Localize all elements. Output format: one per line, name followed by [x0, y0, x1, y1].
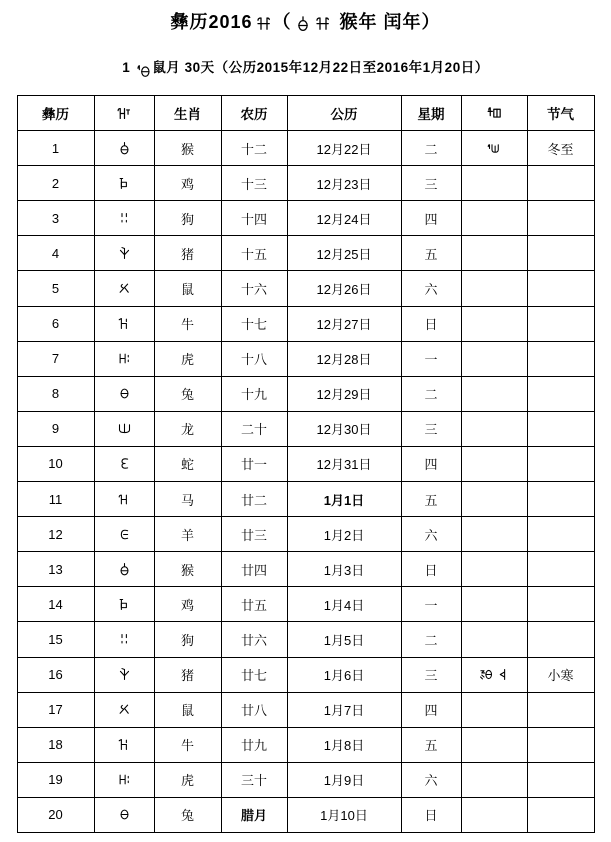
- cell-zodiac: 猴: [154, 131, 221, 166]
- table-row: [17, 376, 594, 411]
- cell-yi-day-number: 8: [17, 376, 94, 411]
- cell-weekday: 五: [401, 236, 461, 271]
- yi-monkey-glyph-icon: [117, 561, 132, 578]
- cell-yi-day-glyph: [94, 131, 154, 166]
- cell-yi-term-glyph: [461, 552, 527, 587]
- yi-dongzhi-glyph-icon: [487, 140, 502, 157]
- cell-lunar-date: 十八: [221, 341, 287, 376]
- cell-solar-term: [527, 201, 594, 236]
- cell-yi-day-number: 13: [17, 552, 94, 587]
- cell-zodiac: 兔: [154, 376, 221, 411]
- cell-gregorian-date: 12月22日: [287, 131, 401, 166]
- cell-solar-term: [527, 341, 594, 376]
- yi-rabbit-glyph-icon: [117, 806, 132, 823]
- cell-gregorian-date: 1月6日: [287, 657, 401, 692]
- yi-month-header-glyph-icon: [116, 104, 133, 123]
- cell-yi-term-glyph: [461, 657, 527, 692]
- cell-zodiac: 蛇: [154, 446, 221, 481]
- yi-year-glyph-icon: [313, 12, 331, 32]
- cell-yi-term-glyph: [461, 517, 527, 552]
- yi-monkey-glyph-icon: [117, 140, 132, 157]
- month-subtitle: [0, 56, 611, 80]
- yi-pig-glyph-icon: [117, 666, 132, 683]
- cell-lunar-date: 廿九: [221, 727, 287, 762]
- cell-solar-term: [527, 236, 594, 271]
- cell-gregorian-date: 1月9日: [287, 762, 401, 797]
- table-header-row: [17, 96, 594, 131]
- cell-yi-day-number: 3: [17, 201, 94, 236]
- yi-sheep-glyph-icon: [117, 526, 132, 543]
- cell-solar-term: [527, 446, 594, 481]
- cell-yi-term-glyph: [461, 131, 527, 166]
- cell-yi-day-glyph: [94, 762, 154, 797]
- cell-zodiac: 牛: [154, 306, 221, 341]
- cell-zodiac: 龙: [154, 411, 221, 446]
- cell-lunar-date: 二十: [221, 411, 287, 446]
- yi-monkey-glyph-icon: [294, 14, 312, 34]
- cell-lunar-date: 十九: [221, 376, 287, 411]
- cell-zodiac: 鸡: [154, 587, 221, 622]
- cell-weekday: 二: [401, 376, 461, 411]
- cell-gregorian-date: 1月10日: [287, 797, 401, 832]
- cell-zodiac: 狗: [154, 201, 221, 236]
- cell-lunar-date: 十七: [221, 306, 287, 341]
- cell-yi-day-glyph: [94, 657, 154, 692]
- cell-lunar-date: 腊月: [221, 797, 287, 832]
- cell-yi-term-glyph: [461, 376, 527, 411]
- cell-weekday: 日: [401, 552, 461, 587]
- cell-solar-term: [527, 306, 594, 341]
- subtitle-text: 鼠月 30天（公历2015年12月22日至2016年1月20日）: [152, 60, 489, 75]
- cell-gregorian-date: 1月8日: [287, 727, 401, 762]
- cell-gregorian-date: 12月23日: [287, 166, 401, 201]
- table-row: [17, 411, 594, 446]
- table-row: [17, 236, 594, 271]
- cell-zodiac: 猪: [154, 657, 221, 692]
- cell-yi-day-glyph: [94, 236, 154, 271]
- column-header-4: 公历: [287, 96, 401, 131]
- yi-day-header-glyph-icon: [486, 104, 503, 123]
- table-row: [17, 306, 594, 341]
- cell-gregorian-date: 12月27日: [287, 306, 401, 341]
- column-header-2: 生肖: [154, 96, 221, 131]
- cell-yi-day-glyph: [94, 482, 154, 517]
- cell-zodiac: 虎: [154, 341, 221, 376]
- cell-zodiac: 鸡: [154, 166, 221, 201]
- yi-monkey-glyph-icon: [293, 12, 311, 32]
- cell-lunar-date: 十六: [221, 271, 287, 306]
- cell-yi-day-number: 2: [17, 166, 94, 201]
- yi-rabbit-glyph-icon: [117, 385, 132, 402]
- yi-chicken-glyph-icon: [117, 596, 132, 613]
- cell-zodiac: 羊: [154, 517, 221, 552]
- cell-solar-term: 冬至: [527, 131, 594, 166]
- cell-solar-term: [527, 552, 594, 587]
- cell-yi-day-glyph: [94, 797, 154, 832]
- cell-gregorian-date: 12月29日: [287, 376, 401, 411]
- cell-lunar-date: 廿五: [221, 587, 287, 622]
- yi-rat-glyph-icon: [117, 701, 132, 718]
- cell-yi-term-glyph: [461, 201, 527, 236]
- cell-gregorian-date: 1月1日: [287, 482, 401, 517]
- cell-yi-day-glyph: [94, 622, 154, 657]
- cell-weekday: 日: [401, 306, 461, 341]
- cell-yi-term-glyph: [461, 341, 527, 376]
- title-paren-open: （: [272, 12, 292, 32]
- cell-lunar-date: 十二: [221, 131, 287, 166]
- column-header-0: 彝历: [17, 96, 94, 131]
- cell-weekday: 六: [401, 762, 461, 797]
- column-header-month-header: [94, 96, 154, 131]
- cell-yi-day-glyph: [94, 446, 154, 481]
- cell-lunar-date: 廿四: [221, 552, 287, 587]
- cell-solar-term: [527, 376, 594, 411]
- column-header-3: 农历: [221, 96, 287, 131]
- table-row: [17, 727, 594, 762]
- yi-snake-glyph-icon: [117, 455, 132, 472]
- cell-yi-day-number: 5: [17, 271, 94, 306]
- cell-solar-term: [527, 797, 594, 832]
- yi-xiaohan2-glyph-icon: [494, 666, 509, 683]
- table-row: [17, 446, 594, 481]
- cell-yi-day-number: 7: [17, 341, 94, 376]
- cell-weekday: 二: [401, 622, 461, 657]
- cell-zodiac: 鼠: [154, 271, 221, 306]
- table-row: [17, 201, 594, 236]
- cell-weekday: 六: [401, 517, 461, 552]
- subtitle-month-number: 1: [122, 60, 131, 75]
- cell-yi-day-number: 15: [17, 622, 94, 657]
- cell-yi-day-number: 9: [17, 411, 94, 446]
- cell-yi-term-glyph: [461, 797, 527, 832]
- cell-yi-day-glyph: [94, 271, 154, 306]
- yi-month-glyph-icon: [133, 62, 149, 80]
- cell-solar-term: [527, 622, 594, 657]
- cell-yi-day-glyph: [94, 517, 154, 552]
- yi-year-glyph-icon: [254, 12, 272, 32]
- page-title: [0, 9, 611, 35]
- cell-lunar-date: 十四: [221, 201, 287, 236]
- cell-yi-day-glyph: [94, 552, 154, 587]
- cell-zodiac: 牛: [154, 727, 221, 762]
- cell-weekday: 四: [401, 201, 461, 236]
- title-text-suffix: 猴年 闰年）: [339, 12, 441, 32]
- cell-yi-term-glyph: [461, 587, 527, 622]
- cell-weekday: 三: [401, 166, 461, 201]
- cell-weekday: 六: [401, 271, 461, 306]
- cell-solar-term: [527, 166, 594, 201]
- cell-zodiac: 虎: [154, 762, 221, 797]
- yi-pig-glyph-icon: [117, 245, 132, 262]
- cell-yi-term-glyph: [461, 411, 527, 446]
- cell-yi-day-number: 1: [17, 131, 94, 166]
- cell-solar-term: [527, 727, 594, 762]
- yi-ox-glyph-icon: [117, 315, 132, 332]
- cell-yi-term-glyph: [461, 692, 527, 727]
- cell-yi-day-number: 12: [17, 517, 94, 552]
- cell-gregorian-date: 1月2日: [287, 517, 401, 552]
- yi-month-glyph-icon: [136, 62, 152, 80]
- cell-weekday: 四: [401, 692, 461, 727]
- cell-yi-term-glyph: [461, 482, 527, 517]
- table-row: [17, 797, 594, 832]
- cell-yi-day-glyph: [94, 692, 154, 727]
- cell-lunar-date: 廿七: [221, 657, 287, 692]
- cell-solar-term: [527, 517, 594, 552]
- cell-weekday: 五: [401, 727, 461, 762]
- table-row: [17, 482, 594, 517]
- cell-gregorian-date: 1月3日: [287, 552, 401, 587]
- cell-gregorian-date: 12月26日: [287, 271, 401, 306]
- cell-weekday: 日: [401, 797, 461, 832]
- yi-year-glyph-icon: [255, 14, 273, 34]
- cell-yi-day-glyph: [94, 166, 154, 201]
- yi-dragon-glyph-icon: [117, 420, 132, 437]
- table-row: [17, 552, 594, 587]
- cell-solar-term: [527, 271, 594, 306]
- cell-yi-day-glyph: [94, 587, 154, 622]
- cell-yi-day-glyph: [94, 411, 154, 446]
- cell-lunar-date: 十三: [221, 166, 287, 201]
- cell-yi-day-number: 20: [17, 797, 94, 832]
- cell-solar-term: 小寒: [527, 657, 594, 692]
- title-text-prefix: 彝历2016: [170, 12, 253, 32]
- cell-yi-day-number: 11: [17, 482, 94, 517]
- yi-dog-glyph-icon: [117, 631, 132, 648]
- yi-calendar-table: [17, 95, 595, 833]
- cell-gregorian-date: 12月24日: [287, 201, 401, 236]
- yi-tiger-glyph-icon: [117, 771, 132, 788]
- cell-zodiac: 兔: [154, 797, 221, 832]
- cell-zodiac: 鼠: [154, 692, 221, 727]
- cell-gregorian-date: 1月4日: [287, 587, 401, 622]
- yi-tiger-glyph-icon: [117, 350, 132, 367]
- cell-zodiac: 猪: [154, 236, 221, 271]
- cell-yi-day-number: 17: [17, 692, 94, 727]
- yi-chicken-glyph-icon: [117, 175, 132, 192]
- cell-zodiac: 狗: [154, 622, 221, 657]
- cell-yi-term-glyph: [461, 762, 527, 797]
- yi-dog-glyph-icon: [117, 210, 132, 227]
- table-row: [17, 341, 594, 376]
- table-row: [17, 622, 594, 657]
- cell-weekday: 一: [401, 587, 461, 622]
- cell-yi-day-glyph: [94, 306, 154, 341]
- cell-zodiac: 马: [154, 482, 221, 517]
- cell-zodiac: 猴: [154, 552, 221, 587]
- cell-weekday: 四: [401, 446, 461, 481]
- table-row: [17, 762, 594, 797]
- cell-weekday: 五: [401, 482, 461, 517]
- cell-solar-term: [527, 587, 594, 622]
- cell-yi-term-glyph: [461, 166, 527, 201]
- yi-ox-glyph-icon: [117, 736, 132, 753]
- cell-lunar-date: 廿八: [221, 692, 287, 727]
- column-header-7: 节气: [527, 96, 594, 131]
- cell-yi-day-number: 4: [17, 236, 94, 271]
- yi-rat-glyph-icon: [117, 280, 132, 297]
- cell-yi-day-glyph: [94, 201, 154, 236]
- cell-lunar-date: 廿一: [221, 446, 287, 481]
- cell-lunar-date: 廿三: [221, 517, 287, 552]
- cell-gregorian-date: 12月31日: [287, 446, 401, 481]
- table-row: [17, 657, 594, 692]
- cell-yi-day-number: 19: [17, 762, 94, 797]
- cell-lunar-date: 廿二: [221, 482, 287, 517]
- cell-lunar-date: 廿六: [221, 622, 287, 657]
- yi-xiaohan1-glyph-icon: [479, 666, 494, 683]
- cell-yi-term-glyph: [461, 446, 527, 481]
- cell-yi-term-glyph: [461, 271, 527, 306]
- yi-year-glyph-icon: [314, 14, 332, 34]
- table-row: [17, 587, 594, 622]
- cell-solar-term: [527, 411, 594, 446]
- cell-weekday: 三: [401, 411, 461, 446]
- cell-weekday: 三: [401, 657, 461, 692]
- cell-yi-term-glyph: [461, 727, 527, 762]
- cell-gregorian-date: 12月25日: [287, 236, 401, 271]
- cell-weekday: 一: [401, 341, 461, 376]
- table-row: [17, 166, 594, 201]
- cell-yi-term-glyph: [461, 236, 527, 271]
- cell-solar-term: [527, 762, 594, 797]
- cell-lunar-date: 三十: [221, 762, 287, 797]
- cell-yi-day-number: 6: [17, 306, 94, 341]
- cell-yi-term-glyph: [461, 622, 527, 657]
- cell-yi-term-glyph: [461, 306, 527, 341]
- column-header-day-header: [461, 96, 527, 131]
- cell-gregorian-date: 1月5日: [287, 622, 401, 657]
- cell-yi-day-number: 18: [17, 727, 94, 762]
- cell-gregorian-date: 12月30日: [287, 411, 401, 446]
- yi-horse-glyph-icon: [117, 491, 132, 508]
- cell-yi-day-glyph: [94, 376, 154, 411]
- table-row: [17, 692, 594, 727]
- cell-yi-day-number: 14: [17, 587, 94, 622]
- cell-yi-day-number: 10: [17, 446, 94, 481]
- table-row: [17, 131, 594, 166]
- cell-yi-day-glyph: [94, 341, 154, 376]
- cell-yi-day-glyph: [94, 727, 154, 762]
- cell-solar-term: [527, 482, 594, 517]
- cell-lunar-date: 十五: [221, 236, 287, 271]
- table-row: [17, 517, 594, 552]
- cell-solar-term: [527, 692, 594, 727]
- table-row: [17, 271, 594, 306]
- cell-gregorian-date: 12月28日: [287, 341, 401, 376]
- column-header-5: 星期: [401, 96, 461, 131]
- cell-weekday: 二: [401, 131, 461, 166]
- cell-yi-day-number: 16: [17, 657, 94, 692]
- cell-gregorian-date: 1月7日: [287, 692, 401, 727]
